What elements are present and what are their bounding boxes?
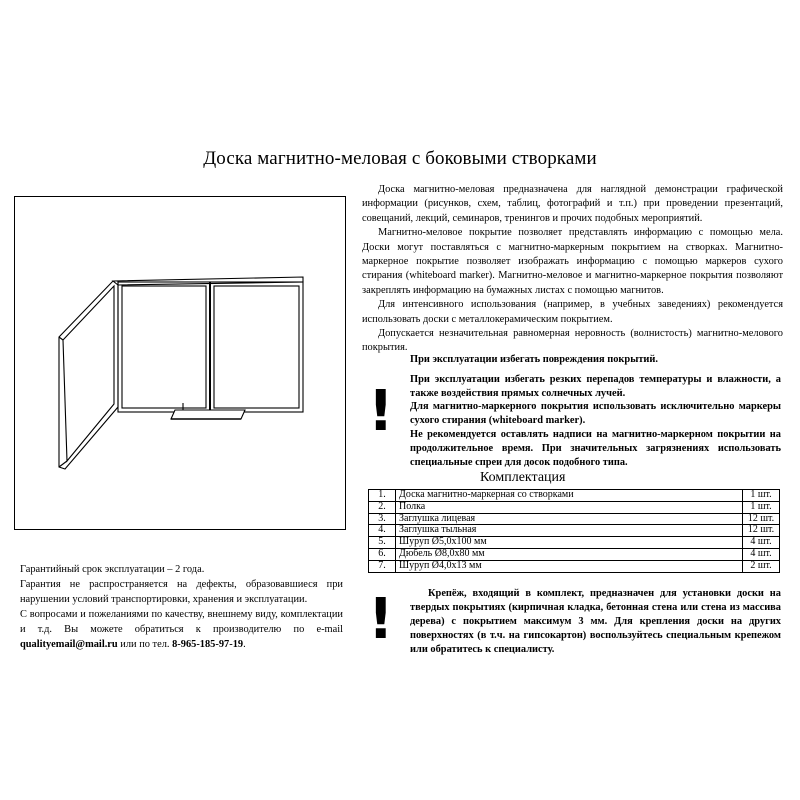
guarantee-block: [20, 562, 343, 652]
contact-phone[interactable]: 8-965-185-97-19: [172, 639, 244, 650]
board-illustration: [14, 196, 346, 530]
kit-row-name: Дюбель Ø8,0x80 мм: [396, 548, 743, 560]
description-paragraph: Допускается незначительная равномерная неровность (волнистость) магнитно-мелового покрытия.: [362, 328, 783, 354]
kit-row-number: 7.: [369, 560, 396, 572]
kit-row: [369, 501, 780, 513]
description-paragraph: Для интенсивного использования (например, в учебных заведениях) рекомендуется использовать доски с металлокерамическим покрытием.: [362, 299, 783, 325]
board-drawing: [15, 197, 345, 529]
warnings-block: [410, 353, 781, 469]
kit-row-qty: 1 шт.: [743, 501, 780, 513]
guarantee-exclusions: Гарантия не распространяется на дефекты, образовавшиеся при нарушении условий транспортировки, хранения и эксплуатации.: [20, 579, 343, 605]
kit-row-qty: 4 шт.: [743, 548, 780, 560]
kit-row-name: Заглушка тыльная: [396, 525, 743, 537]
page-title: Доска магнитно-меловая с боковыми створками: [203, 148, 597, 169]
kit-row: [369, 560, 780, 572]
center-board-frame: [118, 282, 210, 412]
mounting-note: Крепёж, входящий в комплект, предназначен для установки доски на твердых покрытиях (кирпичная кладка, бетонная стена или стена из массива дерева) с покрытием максимум 3 мм. Для крепления доски на других поверхностях (в т.ч. на гипсокартон) воспользуйтесь специальным крепежом или обратитесь к специалисту.: [410, 588, 781, 655]
kit-row-qty: 4 шт.: [743, 537, 780, 549]
kit-row: [369, 537, 780, 549]
kit-row: [369, 490, 780, 502]
chalk-shelf: [171, 410, 245, 419]
warning-item: При эксплуатации избегать резких перепадов температуры и влажности, а также воздействия прямых солнечных лучей.: [410, 373, 781, 399]
guarantee-period: Гарантийный срок эксплуатации – 2 года.: [20, 564, 205, 575]
description-paragraph: Доска магнитно-меловая предназначена для наглядной демонстрации графической информации (рисунков, схем, таблиц, фотографий и т.п.) при проведении презентаций, совещаний, лекций, семинаров, тренингов и прочих подобных мероприятий.: [362, 184, 783, 224]
description-paragraph: Магнитно-меловое покрытие позволяет представлять информацию с помощью мела. Доски могут поставляться с магнитно-маркерным покрытием на створках. Магнитно-маркерное покрытие позволяет изображать информацию с помощью маркеров сухого стирания (whiteboard marker). Магнитно-меловое и магнитно-маркерное покрытия позволяют закреплять информацию на бумажных листах с помощью магнитов.: [362, 227, 783, 296]
warning-item: При эксплуатации избегать повреждения покрытий.: [410, 354, 658, 365]
kit-row-qty: 2 шт.: [743, 560, 780, 572]
kit-row-name: Доска магнитно-маркерная со створками: [396, 490, 743, 502]
kit-row-qty: 12 шт.: [743, 513, 780, 525]
kit-table: [368, 489, 780, 573]
kit-row-name: Полка: [396, 501, 743, 513]
center-board-surface: [122, 286, 206, 408]
contact-email[interactable]: qualityemail@mail.ru: [20, 639, 118, 650]
contact-text: или по тел.: [117, 639, 173, 650]
left-wing-surface: [63, 286, 114, 461]
top-rail: [113, 277, 303, 285]
kit-row-qty: 12 шт.: [743, 525, 780, 537]
contact-text: С вопросами и пожеланиями по качеству, внешнему виду, комплектации и т.д. Вы можете обратиться к производителю по e-mail: [20, 609, 343, 635]
kit-row-number: 4.: [369, 525, 396, 537]
kit-row-name: Шуруп Ø5,0x100 мм: [396, 537, 743, 549]
kit-row: [369, 525, 780, 537]
kit-row-name: Заглушка лицевая: [396, 513, 743, 525]
kit-row-number: 5.: [369, 537, 396, 549]
kit-row: [369, 513, 780, 525]
mounting-exclamation-icon: !: [368, 587, 394, 652]
kit-row-number: 1.: [369, 490, 396, 502]
kit-title: Комплектация: [480, 470, 566, 485]
kit-row: [369, 548, 780, 560]
warning-item: Не рекомендуется оставлять надписи на магнитно-маркерном покрытии на продолжительное время. При значительных загрязнениях использовать специальные спреи для досок подобного типа.: [410, 428, 781, 468]
description: [362, 183, 783, 356]
right-wing-surface: [214, 286, 299, 408]
kit-row-number: 2.: [369, 501, 396, 513]
contact-info: [20, 607, 343, 652]
kit-row-qty: 1 шт.: [743, 490, 780, 502]
kit-row-number: 3.: [369, 513, 396, 525]
warning-item: Для магнитно-маркерного покрытия использовать исключительно маркеры сухого стирания (whiteboard marker).: [410, 401, 781, 427]
right-wing-frame: [210, 282, 303, 412]
left-wing-frame: [59, 281, 118, 469]
kit-row-number: 6.: [369, 548, 396, 560]
contact-text: .: [243, 639, 246, 650]
warning-exclamation-icon: !: [368, 379, 394, 444]
kit-row-name: Шуруп Ø4,0x13 мм: [396, 560, 743, 572]
